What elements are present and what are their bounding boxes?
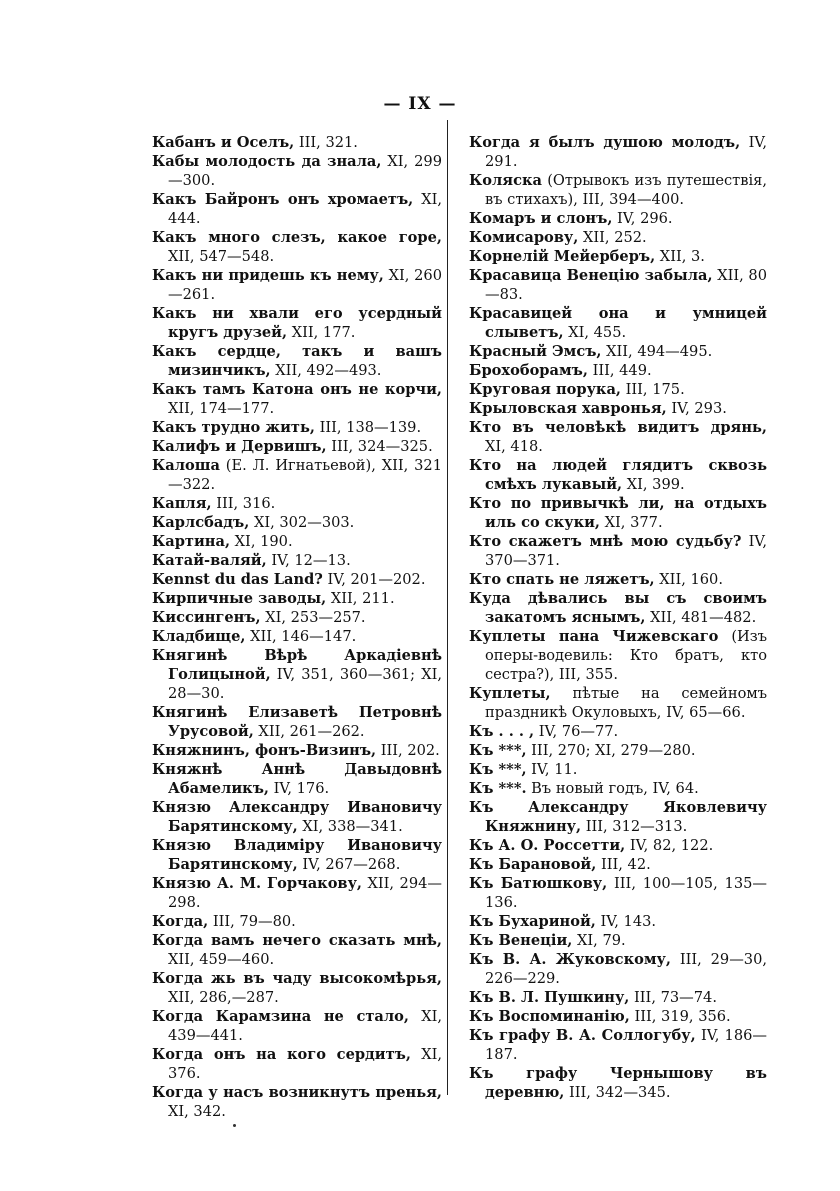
- entry-reference: III, 321.: [294, 134, 358, 151]
- entry-title: Какъ много слезъ, какое горе,: [152, 229, 442, 246]
- index-entry: [469, 836, 767, 855]
- entry-reference: IV, 176.: [268, 780, 330, 797]
- entry-title: Къ Воспоминанію,: [469, 1008, 630, 1025]
- index-entry: [469, 494, 767, 532]
- entry-reference: III, 319, 356.: [629, 1008, 731, 1025]
- entry-reference: IV, 12—13.: [266, 552, 351, 569]
- page-speck: [233, 1124, 236, 1127]
- index-column-left: [152, 133, 442, 1121]
- entry-title: Красавицей она и умницей слыветъ,: [469, 305, 767, 341]
- entry-title: Катай-валяй,: [152, 552, 267, 569]
- index-entry: [469, 342, 767, 361]
- entry-reference: III, 316.: [211, 495, 276, 512]
- entry-reference: XI, 79.: [572, 932, 626, 949]
- entry-reference: XII, 492—493.: [270, 362, 382, 379]
- index-entry: [152, 646, 442, 703]
- index-entry: [152, 437, 442, 456]
- entry-reference: (Изъ оперы-водевиль: Кто братъ, кто сестра?), III, 355.: [485, 628, 767, 683]
- entry-title: Какъ трудно жить,: [152, 419, 315, 436]
- index-entry: [469, 798, 767, 836]
- entry-title: Кто въ человѣкѣ видитъ дрянь,: [469, 419, 767, 436]
- index-entry: [469, 209, 767, 228]
- entry-reference: III, 202.: [376, 742, 440, 759]
- index-entry: [469, 912, 767, 931]
- entry-reference: XI, 338—341.: [297, 818, 403, 835]
- entry-reference: XI, 342.: [168, 1103, 226, 1120]
- entry-title: Къ Бухариной,: [469, 913, 596, 930]
- entry-title: Къ Барановой,: [469, 856, 597, 873]
- index-entry: [469, 456, 767, 494]
- page-number: — IX —: [383, 94, 457, 114]
- entry-title: Куда дѣвались вы съ своимъ закатомъ яснымъ,: [469, 590, 767, 626]
- index-entry: [469, 950, 767, 988]
- index-entry: [469, 247, 767, 266]
- entry-title: Кладбище,: [152, 628, 246, 645]
- entry-title: Къ Александру Яковлевичу Княжнину,: [469, 799, 767, 835]
- index-entry: [152, 627, 442, 646]
- entry-title: Какъ тамъ Катона онъ не корчи,: [152, 381, 442, 398]
- index-entry: [469, 988, 767, 1007]
- entry-title: Къ ***,: [469, 761, 527, 778]
- entry-reference: XI, 439—441.: [168, 1008, 442, 1044]
- index-entry: [469, 684, 767, 722]
- index-entry: [469, 532, 767, 570]
- entry-title: Kennst du das Land?: [152, 571, 323, 588]
- entry-reference: XII, 3.: [655, 248, 705, 265]
- entry-title: Какъ сердце, такъ и вашъ мизинчикъ,: [152, 343, 442, 379]
- index-entry: [152, 1045, 442, 1083]
- entry-title: Къ В. Л. Пушкину,: [469, 989, 630, 1006]
- entry-reference: XII, 177.: [287, 324, 356, 341]
- entry-title: Когда жь въ чаду высокомѣрья,: [152, 970, 442, 987]
- entry-reference: XII, 80—83.: [485, 267, 767, 303]
- entry-reference: IV, 76—77.: [534, 723, 619, 740]
- index-entry: [152, 1083, 442, 1121]
- entry-title: Комаръ и слонъ,: [469, 210, 613, 227]
- index-entry: [152, 133, 442, 152]
- entry-reference: IV, 267—268.: [297, 856, 401, 873]
- entry-reference: XII, 174—177.: [168, 400, 275, 417]
- entry-reference: III, 324—325.: [326, 438, 433, 455]
- entry-title: Кто скажетъ мнѣ мою судьбу?: [469, 533, 742, 550]
- index-entry: [469, 1064, 767, 1102]
- index-entry: [469, 133, 767, 171]
- index-entry: [152, 342, 442, 380]
- entry-reference: XII, 294—298.: [168, 875, 442, 911]
- index-entry: [469, 399, 767, 418]
- entry-reference: IV, 291.: [485, 134, 767, 170]
- entry-title: Княгинѣ Вѣрѣ Аркадіевнѣ Голицыной,: [152, 647, 442, 683]
- entry-reference: III, 175.: [621, 381, 685, 398]
- entry-title: Когда у насъ возникнутъ пренья,: [152, 1084, 442, 1101]
- entry-title: Когда,: [152, 913, 209, 930]
- entry-reference: XI, 253—257.: [260, 609, 366, 626]
- entry-title: Картина,: [152, 533, 231, 550]
- entry-title: Къ Батюшкову,: [469, 875, 608, 892]
- index-entry: [152, 798, 442, 836]
- entry-reference: III, 29—30, 226—229.: [485, 951, 767, 987]
- index-entry: [469, 589, 767, 627]
- entry-title: Кирпичные заводы,: [152, 590, 327, 607]
- entry-reference: IV, 351, 360—361; XI, 28—30.: [168, 666, 442, 702]
- index-entry: [152, 304, 442, 342]
- entry-reference: III, 342—345.: [564, 1084, 671, 1101]
- entry-reference: IV, 11.: [526, 761, 578, 778]
- entry-reference: XII, 160.: [654, 571, 723, 588]
- entry-reference: (Отрывокъ изъ путешествія, въ стихахъ), III, 394—400.: [485, 172, 767, 208]
- entry-reference: III, 449.: [587, 362, 652, 379]
- entry-title: Крыловская хавронья,: [469, 400, 667, 417]
- entry-reference: XII, 547—548.: [168, 248, 275, 265]
- entry-reference: XI, 302—303.: [249, 514, 355, 531]
- index-entry: [152, 874, 442, 912]
- entry-title: Княжнинъ, фонъ-Визинъ,: [152, 742, 377, 759]
- index-entry: [152, 969, 442, 1007]
- index-column-right: [469, 133, 767, 1102]
- entry-title: Къ . . . ,: [469, 723, 535, 740]
- entry-reference: IV, 293.: [666, 400, 727, 417]
- entry-reference: IV, 143.: [595, 913, 657, 930]
- entry-reference: Въ новый годъ, IV, 64.: [526, 780, 699, 797]
- entry-reference: пѣтые на семейномъ праздникѣ Окуловыхъ, IV, 65—66.: [485, 685, 767, 721]
- entry-reference: III, 312—313.: [581, 818, 688, 835]
- index-entry: [152, 456, 442, 494]
- entry-title: Когда онъ на кого сердитъ,: [152, 1046, 411, 1063]
- entry-title: Къ ***,: [469, 742, 527, 759]
- index-entry: [469, 855, 767, 874]
- index-entry: [152, 418, 442, 437]
- entry-reference: XII, 211.: [326, 590, 395, 607]
- index-entry: [469, 380, 767, 399]
- index-entry: [469, 1007, 767, 1026]
- entry-reference: XII, 459—460.: [168, 951, 275, 968]
- entry-title: Князю Владиміру Ивановичу Барятинскому,: [152, 837, 442, 873]
- entry-title: Калоша: [152, 457, 220, 474]
- entry-title: Красавица Венецію забыла,: [469, 267, 713, 284]
- index-entry: [469, 627, 767, 684]
- entry-title: Князю А. М. Горчакову,: [152, 875, 362, 892]
- index-entry: [152, 152, 442, 190]
- entry-reference: IV, 370—371.: [485, 533, 767, 569]
- entry-title: Князю Александру Ивановичу Барятинскому,: [152, 799, 442, 835]
- index-entry: [152, 532, 442, 551]
- entry-title: Къ ***.: [469, 780, 527, 797]
- entry-reference: (Е. Л. Игнатьевой), XII, 321—322.: [168, 457, 442, 493]
- entry-reference: III, 73—74.: [629, 989, 717, 1006]
- index-entry: [152, 1007, 442, 1045]
- index-entry: [152, 608, 442, 627]
- entry-title: Комисарову,: [469, 229, 579, 246]
- entry-title: Когда вамъ нечего сказать мнѣ,: [152, 932, 442, 949]
- entry-title: Княжнѣ Аннѣ Давыдовнѣ Абамеликъ,: [152, 761, 442, 797]
- entry-reference: XI, 418.: [485, 438, 543, 455]
- index-entry: [469, 741, 767, 760]
- entry-reference: XI, 399.: [622, 476, 685, 493]
- entry-title: Когда я былъ душою молодъ,: [469, 134, 741, 151]
- entry-reference: IV, 186—187.: [485, 1027, 767, 1063]
- index-entry: [469, 722, 767, 741]
- entry-title: Киссингенъ,: [152, 609, 261, 626]
- index-entry: [152, 760, 442, 798]
- entry-title: Корнелій Мейерберъ,: [469, 248, 656, 265]
- index-entry: [152, 190, 442, 228]
- entry-title: Кабы молодость да знала,: [152, 153, 382, 170]
- index-entry: [469, 361, 767, 380]
- entry-title: Калифъ и Дервишъ,: [152, 438, 327, 455]
- entry-title: Къ графу В. А. Соллогубу,: [469, 1027, 696, 1044]
- index-entry: [469, 304, 767, 342]
- entry-reference: IV, 82, 122.: [625, 837, 714, 854]
- entry-reference: XII, 252.: [578, 229, 647, 246]
- entry-reference: III, 100—105, 135—136.: [485, 875, 767, 911]
- entry-reference: III, 138—139.: [314, 419, 422, 436]
- index-entry: [152, 741, 442, 760]
- entry-title: Кто на людей глядитъ сквозь смѣхъ лукавый,: [469, 457, 767, 493]
- index-entry: [469, 1026, 767, 1064]
- entry-reference: XI, 376.: [168, 1046, 443, 1082]
- entry-reference: XI, 299—300.: [168, 153, 442, 189]
- index-entry: [152, 380, 442, 418]
- entry-title: Коляска: [469, 172, 542, 189]
- entry-title: Къ Венеціи,: [469, 932, 573, 949]
- entry-reference: XI, 377.: [600, 514, 663, 531]
- entry-title: Кто спать не ляжетъ,: [469, 571, 655, 588]
- index-entry: [469, 779, 767, 798]
- entry-title: Княгинѣ Елизаветѣ Петровнѣ Урусовой,: [152, 704, 442, 740]
- entry-title: Къ В. А. Жуковскому,: [469, 951, 671, 968]
- entry-reference: XI, 190.: [230, 533, 293, 550]
- index-entry: [152, 266, 442, 304]
- entry-reference: XII, 286,—287.: [168, 989, 279, 1006]
- index-entry: [469, 418, 767, 456]
- entry-reference: III, 79—80.: [208, 913, 296, 930]
- index-entry: [469, 931, 767, 950]
- entry-title: Брохоборамъ,: [469, 362, 588, 379]
- index-entry: [469, 266, 767, 304]
- column-divider: [447, 120, 448, 1095]
- index-entry: [152, 589, 442, 608]
- index-entry: [152, 703, 442, 741]
- index-entry: [469, 760, 767, 779]
- index-entry: [152, 836, 442, 874]
- entry-title: Куплеты пана Чижевскаго: [469, 628, 719, 645]
- entry-title: Къ графу Чернышову въ деревню,: [469, 1065, 767, 1101]
- index-entry: [152, 513, 442, 532]
- index-entry: [469, 570, 767, 589]
- index-entry: [152, 228, 442, 266]
- index-entry: [152, 551, 442, 570]
- entry-title: Кабанъ и Оселъ,: [152, 134, 295, 151]
- entry-reference: IV, 201—202.: [322, 571, 426, 588]
- entry-title: Красный Эмсъ,: [469, 343, 602, 360]
- entry-reference: XII, 146—147.: [245, 628, 357, 645]
- entry-title: Къ А. О. Россетти,: [469, 837, 626, 854]
- entry-reference: III, 270; XI, 279—280.: [526, 742, 696, 759]
- entry-title: Карлсбадъ,: [152, 514, 250, 531]
- entry-title: Куплеты,: [469, 685, 551, 702]
- index-entry: [469, 228, 767, 247]
- entry-reference: XII, 261—262.: [253, 723, 365, 740]
- entry-title: Кто по привычкѣ ли, на отдыхъ иль со скуки,: [469, 495, 767, 531]
- index-entry: [469, 874, 767, 912]
- entry-title: Какъ Байронъ онъ хромаетъ,: [152, 191, 414, 208]
- index-entry: [152, 931, 442, 969]
- entry-title: Какъ ни придешь къ нему,: [152, 267, 384, 284]
- entry-reference: XI, 455.: [563, 324, 627, 341]
- index-entry: [152, 912, 442, 931]
- entry-title: Когда Карамзина не стало,: [152, 1008, 409, 1025]
- index-entry: [152, 570, 442, 589]
- entry-title: Какъ ни хвали его усердный кругъ друзей,: [152, 305, 442, 341]
- entry-reference: XI, 444.: [168, 191, 442, 227]
- entry-reference: XII, 481—482.: [645, 609, 757, 626]
- entry-reference: XII, 494—495.: [601, 343, 713, 360]
- index-entry: [152, 494, 442, 513]
- entry-reference: III, 42.: [596, 856, 651, 873]
- entry-title: Капля,: [152, 495, 212, 512]
- index-entry: [469, 171, 767, 209]
- entry-reference: IV, 296.: [612, 210, 673, 227]
- entry-title: Круговая порука,: [469, 381, 621, 398]
- entry-reference: XI, 260—261.: [168, 267, 442, 303]
